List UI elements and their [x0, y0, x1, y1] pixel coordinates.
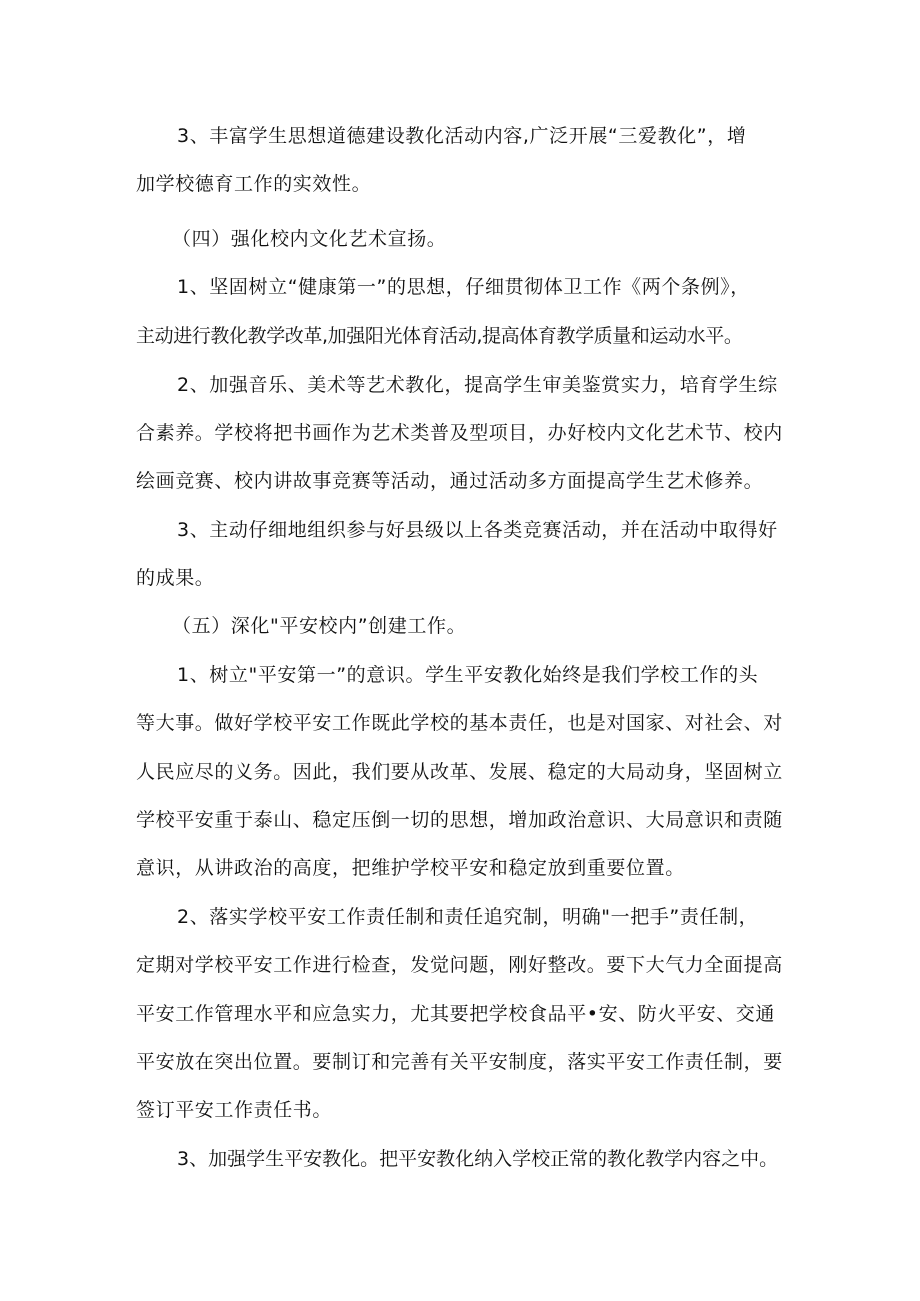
paragraph-line: 3、丰富学生思想道德建设教化活动内容,广泛开展“三爱教化”，增 — [177, 125, 747, 147]
paragraph-line: 绘画竞赛、校内讲故事竞赛等活动，通过活动多方面提高学生艺术修养。 — [136, 470, 764, 492]
paragraph-line: 平安放在突出位置。要制订和完善有关平安制度，落实平安工作责任制，要 — [136, 1051, 783, 1073]
paragraph-line: 1、坚固树立“健康第一”的思想，仔细贯彻体卫工作《两个条例》， — [177, 276, 750, 298]
paragraph-line: 等大事。做好学校平安工作既此学校的基本责任，也是对国家、对社会、对 — [136, 712, 783, 734]
paragraph-line: 人民应尽的义务。因此，我们要从改革、发展、稳定的大局动身，坚固树立 — [136, 761, 783, 783]
paragraph-line: 3、加强学生平安教化。把平安教化纳入学校正常的教化教学内容之中。 — [177, 1148, 779, 1170]
paragraph-line: 1、树立"平安第一”的意识。学生平安教化始终是我们学校工作的头 — [177, 664, 759, 686]
paragraph-line: 平安工作管理水平和应急实力，尤其要把学校食品平•安、防火平安、交通 — [136, 1003, 776, 1025]
paragraph-line: 3、主动仔细地组织参与好县级以上各类竞赛活动，并在活动中取得好 — [177, 519, 778, 541]
paragraph-line: 加学校德育工作的实效性。 — [136, 173, 372, 195]
paragraph-line: 的成果。 — [136, 567, 215, 589]
section-heading: （五）深化"平安校内”创建工作。 — [172, 615, 467, 637]
paragraph-line: 意识，从讲政治的高度，把维护学校平安和稳定放到重要位置。 — [136, 857, 685, 879]
paragraph-line: 定期对学校平安工作进行检查，发觉问题，刚好整改。要下大气力全面提高 — [136, 954, 783, 976]
paragraph-line: 主动进行教化教学改革,加强阳光体育活动,提高体育教学质量和运动水平。 — [136, 325, 743, 347]
paragraph-line: 合素养。学校将把书画作为艺术类普及型项目，办好校内文化艺术节、校内 — [136, 422, 783, 444]
section-heading: （四）强化校内文化艺术宣扬。 — [172, 228, 447, 250]
paragraph-line: 2、加强音乐、美术等艺术教化，提高学生审美鉴赏实力，培育学生综 — [177, 374, 778, 396]
paragraph-line: 签订平安工作责任书。 — [136, 1099, 333, 1121]
paragraph-line: 2、落实学校平安工作责任制和责任追究制，明确"一把手”责任制， — [177, 906, 759, 928]
paragraph-line: 学校平安重于泰山、稳定压倒一切的思想，增加政治意识、大局意识和责随 — [136, 809, 783, 831]
